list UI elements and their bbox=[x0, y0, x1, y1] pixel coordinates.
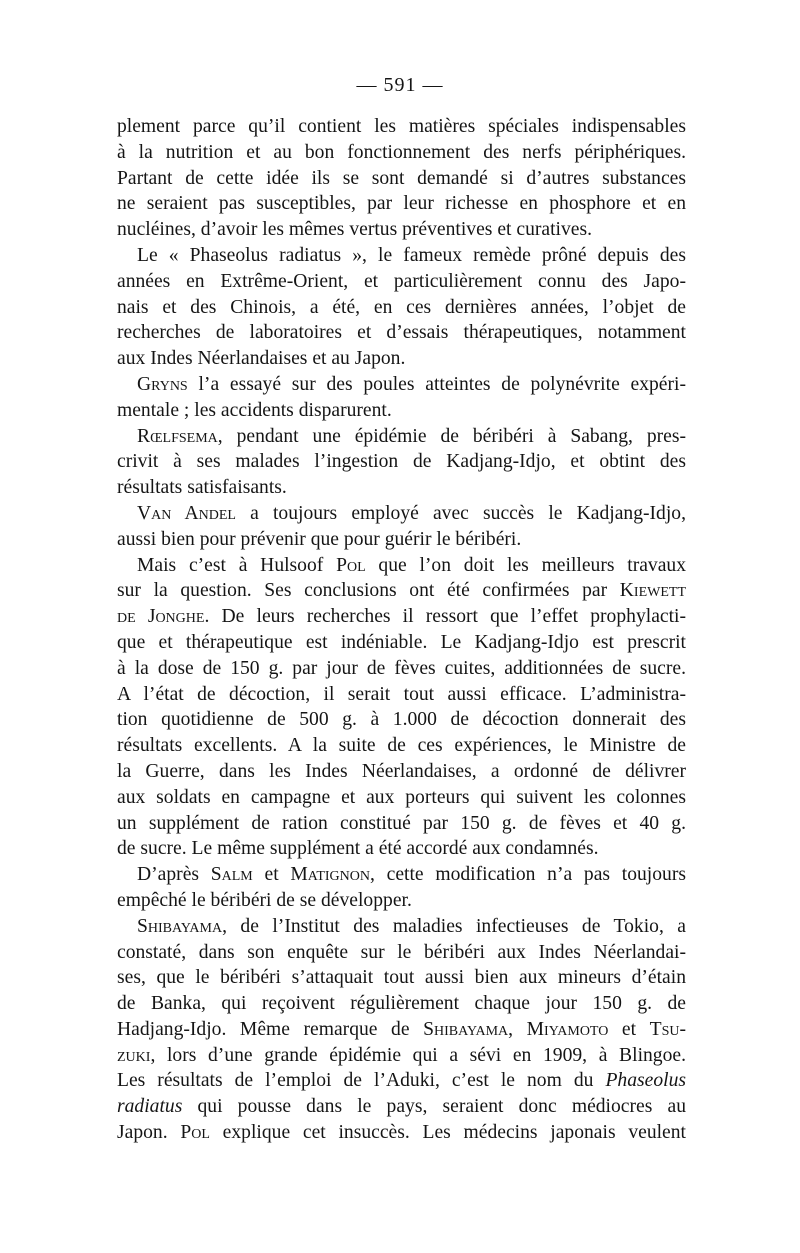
text-line: Van Andel a toujours employé avec succès le Kadjang-Idjo, bbox=[137, 502, 686, 524]
text-line: Gryns l’a essayé sur des poules atteintes de polynévrite expéri- bbox=[137, 373, 686, 395]
text-line: Shibayama, de l’Institut des maladies infectieuses de Tokio, a bbox=[137, 915, 686, 937]
body-text bbox=[117, 114, 686, 1146]
author-name: Miyamoto bbox=[526, 1018, 609, 1040]
text-line: D’après Salm et Matignon, cette modification n’a pas toujours bbox=[137, 864, 686, 886]
text-line: mentale ; les accidents disparurent. bbox=[117, 399, 392, 421]
text-line: ne seraient pas susceptibles, par leur richesse en phosphore et en bbox=[117, 193, 686, 215]
text-line: de Banka, qui reçoivent régulièrement chaque jour 150 g. de bbox=[117, 993, 686, 1015]
text-line: nais et des Chinois, a été, en ces dernières années, l’objet de bbox=[117, 296, 686, 318]
text-line: sur la question. Ses conclusions ont été confirmées par Kiewett bbox=[117, 580, 686, 602]
text-line: radiatus qui pousse dans le pays, seraient donc médiocres au bbox=[117, 1096, 686, 1118]
text-line: Mais c’est à Hulsoof Pol que l’on doit les meilleurs travaux bbox=[137, 554, 686, 576]
author-name: Pol bbox=[180, 1122, 210, 1144]
author-name: Kiewett bbox=[619, 580, 686, 602]
author-name: Matignon bbox=[290, 864, 370, 886]
author-name: Gryns bbox=[137, 373, 188, 395]
author-name: Salm bbox=[210, 864, 253, 886]
text-line: de Jonghe. De leurs recherches il ressort que l’effet prophylacti- bbox=[117, 606, 686, 628]
text-line: années en Extrême-Orient, et particulièrement connu des Japo- bbox=[117, 270, 686, 292]
author-name: Rœlfsema bbox=[137, 425, 218, 447]
text-line: la Guerre, dans les Indes Néerlandaises, a ordonné de délivrer bbox=[117, 760, 686, 782]
author-name: de Jonghe bbox=[117, 606, 205, 628]
text-line: tion quotidienne de 500 g. à 1.000 de décoction donnerait des bbox=[117, 709, 686, 731]
text-line: Japon. Pol explique cet insuccès. Les médecins japonais veulent bbox=[117, 1122, 686, 1144]
text-line: résultats satisfaisants. bbox=[117, 477, 287, 499]
text-line: Hadjang-Idjo. Même remarque de Shibayama, Miyamoto et Tsu- bbox=[117, 1018, 686, 1040]
species-name: radiatus bbox=[117, 1096, 183, 1118]
text-line: recherches de laboratoires et d’essais thérapeutiques, notamment bbox=[117, 322, 686, 344]
author-name: Tsu- bbox=[649, 1018, 686, 1040]
author-name: Pol bbox=[336, 554, 366, 576]
text-line: Les résultats de l’emploi de l’Aduki, c’est le nom du Phaseolus bbox=[117, 1070, 686, 1092]
text-line: zuki, lors d’une grande épidémie qui a sévi en 1909, à Blingoe. bbox=[117, 1044, 686, 1066]
author-name: Shibayama bbox=[423, 1018, 509, 1040]
text-line: Le « Phaseolus radiatus », le fameux remède prôné depuis des bbox=[137, 244, 686, 266]
author-name: zuki bbox=[117, 1044, 151, 1066]
text-line: résultats excellents. A la suite de ces expériences, le Ministre de bbox=[117, 735, 686, 757]
page-number: — 591 — bbox=[356, 74, 444, 96]
author-name: Van Andel bbox=[137, 502, 236, 524]
text-line: A l’état de décoction, il serait tout aussi efficace. L’administra- bbox=[117, 683, 686, 705]
text-line: constaté, dans son enquête sur le béribéri aux Indes Néerlandai- bbox=[117, 941, 686, 963]
text-line: Rœlfsema, pendant une épidémie de béribéri à Sabang, pres- bbox=[137, 425, 686, 447]
text-line: plement parce qu’il contient les matières spéciales indispensables bbox=[117, 116, 686, 137]
text-line: aux soldats en campagne et aux porteurs qui suivent les colonnes bbox=[117, 786, 686, 808]
author-name: Shibayama bbox=[137, 915, 223, 937]
text-line: aux Indes Néerlandaises et au Japon. bbox=[117, 348, 406, 370]
text-line: aussi bien pour prévenir que pour guérir le béribéri. bbox=[117, 528, 522, 550]
text-line: Partant de cette idée ils se sont demandé si d’autres substances bbox=[117, 167, 686, 189]
text-line: de sucre. Le même supplément a été accordé aux condamnés. bbox=[117, 838, 599, 860]
text-line: à la nutrition et au bon fonctionnement des nerfs périphériques. bbox=[117, 141, 686, 163]
text-line: empêché le béribéri de se développer. bbox=[117, 889, 412, 911]
text-line: un supplément de ration constitué par 150 g. de fèves et 40 g. bbox=[117, 812, 686, 834]
text-line: à la dose de 150 g. par jour de fèves cuites, additionnées de sucre. bbox=[117, 657, 686, 679]
text-line: ses, que le béribéri s’attaquait tout aussi bien aux mineurs d’étain bbox=[117, 967, 686, 989]
species-name: Phaseolus bbox=[605, 1070, 686, 1092]
text-line: nucléines, d’avoir les mêmes vertus préventives et curatives. bbox=[117, 219, 592, 241]
text-line: crivit à ses malades l’ingestion de Kadjang-Idjo, et obtint des bbox=[117, 451, 686, 473]
text-line: que et thérapeutique est indéniable. Le Kadjang-Idjo est prescrit bbox=[117, 631, 686, 653]
